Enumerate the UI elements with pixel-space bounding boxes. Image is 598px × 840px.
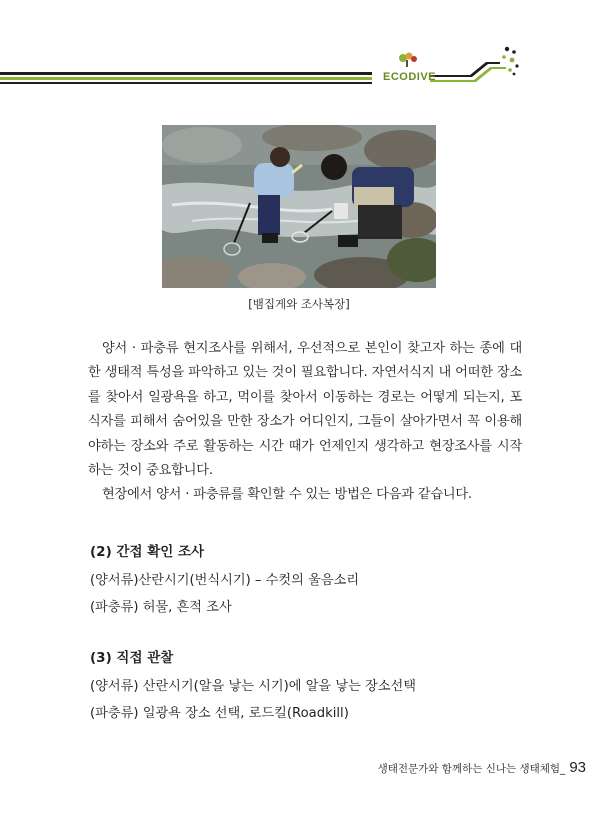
page-footer (0, 759, 586, 776)
section-direct-observation (90, 646, 520, 727)
section-indirect-survey (90, 540, 520, 621)
photo-illustration (162, 125, 436, 288)
section-heading: (3) 직접 관찰 (90, 650, 174, 666)
photo-caption: [뱀집게와 조사복장] (248, 297, 350, 311)
page-number: 93 (569, 759, 586, 776)
field-survey-photo (162, 125, 436, 288)
section-heading: (2) 간접 확인 조사 (90, 544, 205, 560)
section-item: (양서류) 산란시기(알을 낳는 시기)에 알을 낳는 장소선택 (90, 679, 416, 694)
paragraph-2: 현장에서 양서 · 파충류를 확인할 수 있는 방법은 다음과 같습니다. (102, 487, 472, 503)
footer-text: 생태전문가와 함께하는 신나는 생태체험_ (377, 763, 566, 775)
section-item: (양서류)산란시기(번식시기) – 수컷의 울음소리 (90, 573, 360, 588)
section-item: (파충류) 일광욕 장소 선택, 로드킬(Roadkill) (90, 706, 349, 721)
page-header (0, 0, 598, 100)
header-stripes (0, 0, 598, 100)
body-text (88, 337, 522, 508)
section-item: (파충류) 허물, 흔적 조사 (90, 600, 232, 615)
brand-logo-text: ECODIVE (383, 71, 437, 83)
paragraph-1: 양서 · 파충류 현지조사를 위해서, 우선적으로 본인이 찾고자 하는 종에 대한 생태적 특성을 파악하고 있는 것이 필요합니다. 자연서식지 내 어떠한 장소를 찾아서 일광욕을 하고, 먹이를 찾아서 이동하는 경로는 어떻게 되는지, 포식자를 피해서 숨어있을 만한 장소가 어디인지, 그들이 살아가면서 꼭 이용해야하는 장소와 주로 활동하는 시간 때가 언제인지 생각하고 현장조사를 시작하는 것이 중요합니다. (88, 341, 522, 479)
